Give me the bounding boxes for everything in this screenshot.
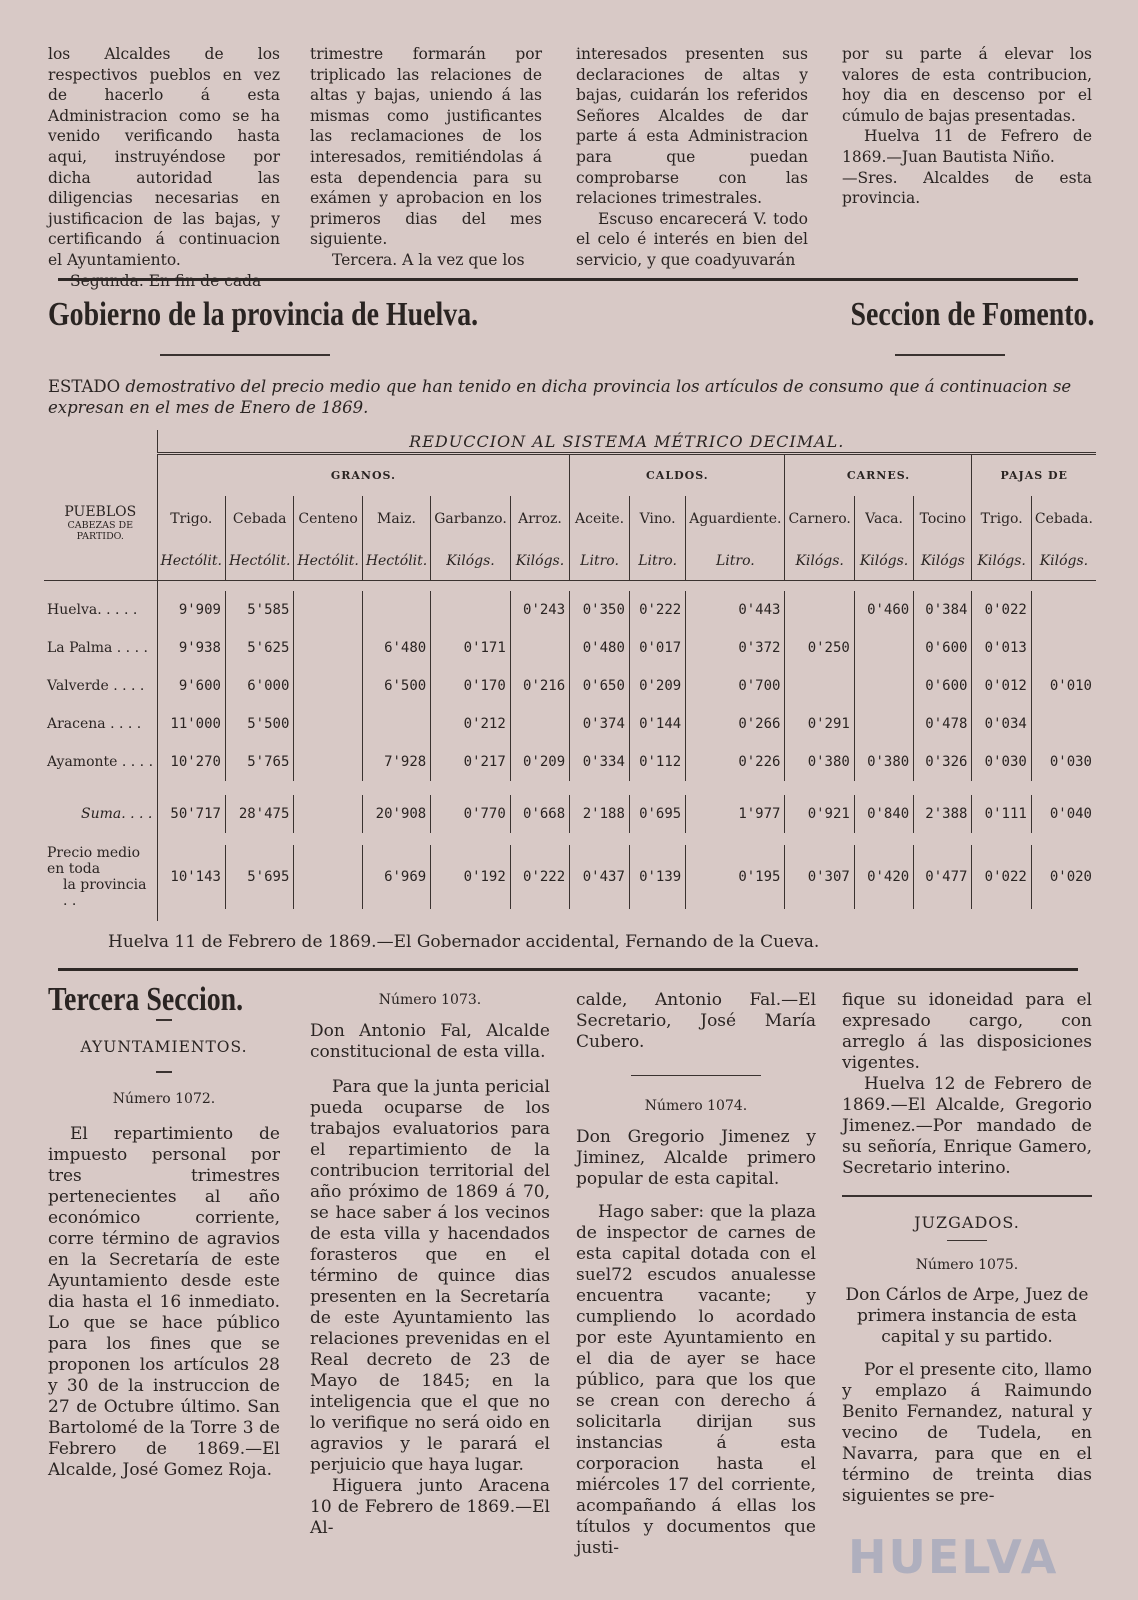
table-cell: 0'010 [1031, 667, 1096, 705]
table-cell: 11'000 [157, 705, 225, 743]
table-cell: 9'909 [157, 591, 225, 629]
table-cell: 0'250 [785, 629, 854, 667]
group-granos: GRANOS. [157, 454, 570, 496]
unit-label: Kilógs. [1031, 542, 1096, 581]
table-cell: 9'938 [157, 629, 225, 667]
table-cell [294, 845, 362, 909]
lower-column-1 [48, 981, 280, 1481]
column-header: Arroz. [510, 496, 569, 542]
column-header: Centeno [294, 496, 362, 542]
table-cell: 0'326 [914, 743, 972, 781]
table-cell: 0'226 [686, 743, 785, 781]
unit-label: Kilógs. [972, 542, 1031, 581]
medio-label: Precio medio en toda [47, 844, 141, 877]
paragraph: Huelva 12 de Febrero de 1869.—El Alcalde, Gregorio Jimenez.—Por mandado de su señoría, Enrique Gamero, Secretario interino. [842, 1074, 1092, 1178]
unit-label: Litro. [570, 542, 630, 581]
table-cell: 0'600 [914, 667, 972, 705]
table-cell [1031, 629, 1096, 667]
header-right: Seccion de Fomento. [850, 296, 1094, 333]
paragraph: los Alcaldes de los respectivos pueblos en vez de hacerlo á esta Administracion como se ha venido verificando hasta aqui, instruyéndose por dicha autoridad las diligencias necesarias en justificacion de las bajas, y certificando á continuacion el Ayuntamiento. [48, 45, 280, 269]
table-row [44, 705, 1096, 743]
table-cell: 6'500 [362, 667, 430, 705]
column-header: Aguardiente. [686, 496, 785, 542]
table-cell: 1'977 [686, 795, 785, 833]
table-cell: 0'222 [510, 845, 569, 909]
table-cell: 0'111 [972, 795, 1031, 833]
table-cell: 5'500 [225, 705, 293, 743]
table-cell: 9'600 [157, 667, 225, 705]
column-header: Cebada [225, 496, 293, 542]
table-cell: 6'480 [362, 629, 430, 667]
unit-label: Kilógs. [854, 542, 913, 581]
table-cell: 0'478 [914, 705, 972, 743]
paragraph: calde, Antonio Fal.—El Secretario, José María Cubero. [576, 990, 816, 1052]
pueblo-cell [44, 743, 157, 781]
medio-cell [44, 845, 157, 909]
price-table [44, 430, 1096, 921]
table-cell: 0'307 [785, 845, 854, 909]
suma-label: Suma. . . . [81, 805, 153, 822]
pueblo-name: Huelva. . . . . [47, 601, 138, 618]
table-cell [510, 629, 569, 667]
column-header: Carnero. [785, 496, 854, 542]
table-cell: 5'765 [225, 743, 293, 781]
table-cell: 0'139 [629, 845, 685, 909]
estado-text: demostrativo del precio medio que han tenido en dicha provincia los artículos de consumo que á continuacion se expresan en el mes de [48, 377, 1072, 417]
table-cell [294, 705, 362, 743]
number-1074: Número 1074. [644, 1098, 748, 1114]
pueblo-name: Ayamonte . . . . [47, 753, 154, 770]
pueblos-label: PUEBLOS [64, 503, 137, 520]
group-carnes: CARNES. [785, 454, 972, 496]
column-header: Garbanzo. [431, 496, 511, 542]
table-row [44, 591, 1096, 629]
table-row [44, 845, 1096, 909]
table-title: REDUCCION AL SISTEMA MÉTRICO DECIMAL. [157, 430, 1096, 454]
dash [156, 1071, 172, 1073]
lower-column-3 [576, 990, 816, 1559]
top-column-2 [310, 44, 542, 271]
table-cell: 50'717 [157, 795, 225, 833]
juzgados-heading: JUZGADOS. [914, 1213, 1020, 1232]
lower-column-2 [310, 990, 550, 1539]
library-stamp: HUELVA [848, 1530, 1059, 1584]
table-cell: 0'460 [854, 591, 913, 629]
tercera-title: Tercera Seccion. [48, 981, 244, 1018]
table-cell: 0'040 [1031, 795, 1096, 833]
table-cell: 0'334 [570, 743, 630, 781]
unit-label: Hectólit. [225, 542, 293, 581]
table-cell: 0'443 [686, 591, 785, 629]
table-cell: 0'770 [431, 795, 511, 833]
header-left: Gobierno de la provincia de Huelva. [48, 296, 479, 333]
table-cell: 0'380 [785, 743, 854, 781]
column-header: Maiz. [362, 496, 430, 542]
table-cell [510, 705, 569, 743]
table-cell [1031, 705, 1096, 743]
pueblo-cell [44, 667, 157, 705]
column-header: Vaca. [854, 496, 913, 542]
column-header: Trigo. [157, 496, 225, 542]
divider [842, 1195, 1092, 1197]
paragraph: Higuera junto Aracena 10 de Febrero de 1869.—El Al- [310, 1475, 550, 1538]
pueblo-cell [44, 629, 157, 667]
table-cell: 0'216 [510, 667, 569, 705]
paragraph: —Sres. Alcaldes de esta provincia. [842, 168, 1092, 208]
ornament-rule [895, 354, 1005, 356]
table-cell [785, 591, 854, 629]
number-1072: Número 1072. [112, 1091, 216, 1108]
heading-1073: Don Antonio Fal, Alcalde constitucional de esta villa. [310, 1020, 550, 1062]
table-cell: 6'000 [225, 667, 293, 705]
group-pajas: PAJAS DE [972, 454, 1096, 496]
table-cell: 0'384 [914, 591, 972, 629]
unit-label: Kilógs [914, 542, 972, 581]
table-cell: 0'022 [972, 845, 1031, 909]
table-cell [294, 743, 362, 781]
estado-paragraph [48, 376, 1098, 418]
column-header: Cebada. [1031, 496, 1096, 542]
table-cell [362, 591, 430, 629]
top-column-1 [48, 44, 280, 291]
table-cell: 0'243 [510, 591, 569, 629]
table-cell: 0'420 [854, 845, 913, 909]
unit-label: Hectólit. [362, 542, 430, 581]
table-row [44, 629, 1096, 667]
table-cell: 0'192 [431, 845, 511, 909]
column-header: Tocino [914, 496, 972, 542]
paragraph: Hago saber: que la plaza de inspector de carnes de esta capital dotada con el suel72 escudos anualesse encuentra vacante; y cumpliendo lo acordado por este Ayuntamiento en el dia de ayer se hace público, para que los que se crean con derecho á solicitarla dirijan sus instancias á esta corporacion hasta el miércoles 17 del corriente, acompañando á ellas los títulos y documentos que justi- [576, 1201, 816, 1558]
pueblo-cell [44, 705, 157, 743]
table-cell: 7'928 [362, 743, 430, 781]
table-cell: 0'170 [431, 667, 511, 705]
table-cell: 5'585 [225, 591, 293, 629]
pueblo-name: Aracena . . . . [47, 715, 142, 732]
table-cell: 0'209 [629, 667, 685, 705]
table-cell: 0'374 [570, 705, 630, 743]
estado-date: Enero de 1869. [240, 398, 369, 417]
unit-label: Hectólit. [294, 542, 362, 581]
table-cell: 0'022 [972, 591, 1031, 629]
dash [156, 1019, 172, 1021]
table-cell [1031, 591, 1096, 629]
table-cell: 0'222 [629, 591, 685, 629]
table-cell: 0'668 [510, 795, 569, 833]
table-cell: 6'969 [362, 845, 430, 909]
table-cell: 5'695 [225, 845, 293, 909]
table-cell: 0'013 [972, 629, 1031, 667]
dash [947, 1240, 987, 1241]
table-cell: 0'112 [629, 743, 685, 781]
table-cell: 0'017 [629, 629, 685, 667]
table-cell: 0'480 [570, 629, 630, 667]
table-cell: 0'020 [1031, 845, 1096, 909]
column-header: Vino. [629, 496, 685, 542]
table-row [44, 795, 1096, 833]
table-row [44, 743, 1096, 781]
table-cell: 0'034 [972, 705, 1031, 743]
table-cell: 0'266 [686, 705, 785, 743]
group-caldos: CALDOS. [570, 454, 785, 496]
pueblo-name: La Palma . . . . [47, 639, 148, 656]
table-cell: 0'600 [914, 629, 972, 667]
unit-label: Kilógs. [431, 542, 511, 581]
paragraph: fique su idoneidad para el expresado cargo, con arreglo á las disposiciones vigentes. [842, 990, 1092, 1073]
paragraph: interesados presenten sus declaraciones de altas y bajas, cuidarán los referidos Señores Alcaldes de dar parte á esta Administracion para que puedan comprobarse con las relaciones trimestrales. [576, 45, 808, 208]
estado-lead: ESTADO [48, 377, 121, 396]
table-cell: 0'380 [854, 743, 913, 781]
section-divider [58, 278, 1078, 281]
table-cell [431, 591, 511, 629]
paragraph: trimestre formarán por triplicado las relaciones de altas y bajas, uniendo á las mismas como justificantes las reclamaciones de los interesados, remitiéndolas á esta dependencia para su exámen y aprobacion en los primeros dias del mes siguiente. [310, 45, 542, 249]
table-cell: 2'188 [570, 795, 630, 833]
table-cell [785, 667, 854, 705]
number-1075: Número 1075. [915, 1256, 1019, 1273]
heading-1074: Don Gregorio Jimenez y Jiminez, Alcalde primero popular de esta capital. [576, 1126, 816, 1189]
paragraph: Huelva 11 de Fefrero de 1869.—Juan Bautista Niño. [842, 127, 1092, 166]
column-header: Trigo. [972, 496, 1031, 542]
table-cell: 0'291 [785, 705, 854, 743]
table-cell: 0'217 [431, 743, 511, 781]
paragraph: Escuso encarecerá V. todo el celo é interés en bien del servicio, y que coadyuvarán [576, 209, 808, 269]
table-cell [294, 629, 362, 667]
unit-label: Kilógs. [510, 542, 569, 581]
table-cell: 0'171 [431, 629, 511, 667]
number-1073: Número 1073. [378, 992, 482, 1008]
table-cell: 0'437 [570, 845, 630, 909]
pueblo-cell [44, 591, 157, 629]
table-cell [854, 629, 913, 667]
table-cell: 20'908 [362, 795, 430, 833]
pueblos-sublabel: CABEZAS DE PARTIDO. [67, 519, 134, 542]
column-header: Aceite. [570, 496, 630, 542]
unit-label: Hectólit. [157, 542, 225, 581]
table-cell: 10'270 [157, 743, 225, 781]
section-divider [58, 968, 1078, 971]
table-cell: 0'212 [431, 705, 511, 743]
lower-column-4 [842, 990, 1092, 1507]
table-cell: 0'195 [686, 845, 785, 909]
table-cell [294, 591, 362, 629]
unit-label: Kilógs. [785, 542, 854, 581]
table-cell [294, 667, 362, 705]
table-cell [294, 795, 362, 833]
table-row [44, 667, 1096, 705]
ornament-rule [160, 354, 330, 356]
table-cell: 0'144 [629, 705, 685, 743]
paragraph: Por el presente cito, llamo y emplazo á Raimundo Benito Fernandez, natural y vecino de Tudela, en Navarra, para que en el término de treinta dias siguientes se pre- [842, 1360, 1092, 1507]
signature-line: Huelva 11 de Febrero de 1869.—El Gobernador accidental, Fernando de la Cueva. [108, 932, 820, 952]
paragraph: por su parte á elevar los valores de esta contribucion, hoy dia en descenso por el cúmulo de bajas presentadas. [842, 45, 1092, 125]
table-cell: 0'209 [510, 743, 569, 781]
unit-label: Litro. [629, 542, 685, 581]
heading-1075: Don Cárlos de Arpe, Juez de primera instancia de esta capital y su partido. [845, 1285, 1089, 1348]
table-cell: 0'700 [686, 667, 785, 705]
ayuntamientos-heading: AYUNTAMIENTOS. [80, 1037, 248, 1056]
table-cell: 0'030 [1031, 743, 1096, 781]
paragraph: El repartimiento de impuesto personal por tres trimestres pertenecientes al año económico corriente, corre término de agravios en la Secretaría de este Ayuntamiento desde este dia hasta el 16 inmediato. Lo que se hace público para los fines que se proponen los artículos 28 y 30 de la instruccion de 27 de Octubre último. San Bartolomé de la Torre 3 de Febrero de 1869.—El Alcalde, José Gomez Roja. [48, 1123, 280, 1480]
table-cell: 0'921 [785, 795, 854, 833]
table-cell: 2'388 [914, 795, 972, 833]
table-cell: 10'143 [157, 845, 225, 909]
pueblos-header [44, 496, 157, 542]
paragraph: Segunda. En fin de cada [70, 271, 262, 290]
table-cell: 28'475 [225, 795, 293, 833]
table-cell: 0'650 [570, 667, 630, 705]
table-cell [362, 705, 430, 743]
table-cell [854, 667, 913, 705]
table-cell: 0'840 [854, 795, 913, 833]
suma-cell [44, 795, 157, 833]
table-body [44, 591, 1096, 921]
paragraph: Tercera. A la vez que los [332, 250, 525, 269]
top-column-4 [842, 44, 1092, 209]
table-cell [854, 705, 913, 743]
table-cell: 5'625 [225, 629, 293, 667]
table-cell: 0'372 [686, 629, 785, 667]
medio-label: la provincia . . [63, 876, 147, 909]
paragraph: Para que la junta pericial pueda ocuparse de los trabajos evaluatorios para el repartimiento de la contribucion territorial del año próximo de 1869 á 70, se hace saber á los vecinos de esta villa y hacendados forasteros que en el término de quince dias presenten en la Secretaría de este Ayuntamiento las relaciones prevenidas en el Real decreto de 23 de Mayo de 1845; en la inteligencia que el que no lo verifique no será oido en agravios y le parará el perjuicio que haya lugar. [310, 1076, 550, 1475]
table-cell: 0'350 [570, 591, 630, 629]
top-column-3 [576, 44, 808, 271]
table-cell: 0'012 [972, 667, 1031, 705]
divider [631, 1075, 761, 1076]
unit-label: Litro. [686, 542, 785, 581]
pueblo-name: Valverde . . . . [47, 677, 145, 694]
table-cell: 0'695 [629, 795, 685, 833]
table-cell: 0'477 [914, 845, 972, 909]
table-cell: 0'030 [972, 743, 1031, 781]
